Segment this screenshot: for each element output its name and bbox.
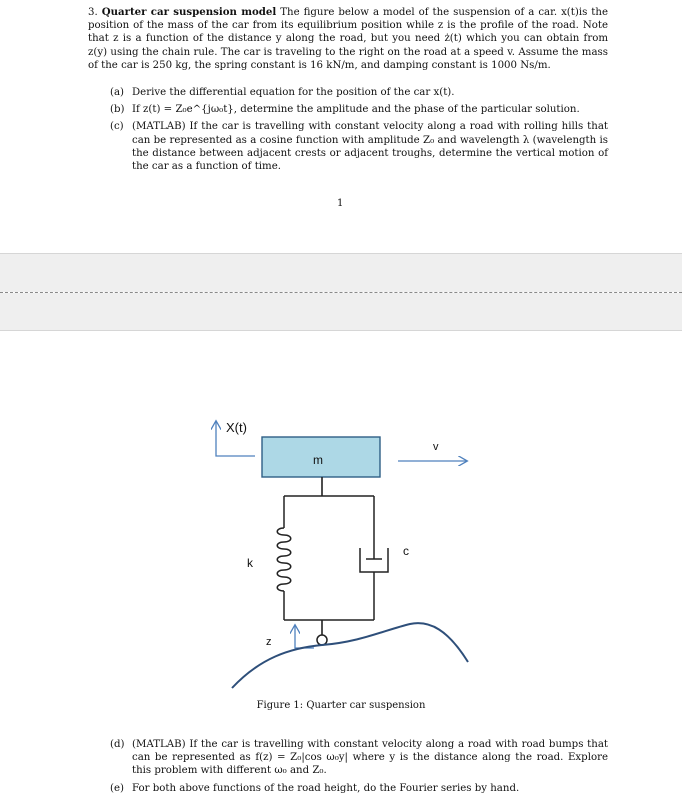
problem-title: Quarter car suspension model: [101, 6, 277, 18]
page-gap-top: [0, 253, 682, 292]
part-text: For both above functions of the road height, do the Fourier series by hand.: [132, 782, 520, 794]
velocity-label: v: [433, 441, 439, 453]
page-1: [0, 0, 682, 253]
problem-statement: [88, 6, 608, 72]
part-label: (c): [110, 121, 124, 133]
part-d: [110, 738, 608, 778]
damper-label: c: [403, 544, 409, 558]
wheel-contact-icon: [317, 635, 327, 645]
quarter-car-diagram: [200, 410, 490, 700]
quarter-car-figure: [200, 410, 490, 700]
spring-icon: [277, 496, 291, 620]
part-a: [110, 86, 608, 99]
part-text: (MATLAB) If the car is travelling with constant velocity along a road with rolling hills that can be represented as a cosine function with amplitude Z₀ and wavelength λ (wavelength is the distance between adjacent crests or adjacent troughs, determine the vertical motion of the car as a function of time.: [132, 121, 608, 173]
part-text: Derive the differential equation for the position of the car x(t).: [132, 87, 455, 98]
part-text: If z(t) = Z₀e^{jω₀t}, determine the amplitude and the phase of the particular solution.: [132, 104, 580, 116]
page-number: 1: [337, 198, 344, 209]
part-label: (e): [110, 782, 124, 794]
page-gap-bottom: [0, 293, 682, 331]
road-profile: [232, 623, 468, 688]
xt-label: X(t): [226, 420, 247, 435]
mass-label: m: [313, 453, 323, 467]
parts-list: [110, 86, 608, 177]
part-label: (a): [110, 87, 125, 98]
part-text: (MATLAB) If the car is travelling with constant velocity along a road with road bumps that can be represented as f(z) = Z₀|cos ω₀y| where y is the distance along the road. Explore this problem with different ω₀ and Z₀.: [132, 739, 608, 777]
part-e: [110, 782, 608, 795]
part-b: [110, 103, 608, 116]
damper-icon: [360, 496, 388, 620]
part-label: (b): [110, 104, 125, 116]
figure-caption: Figure 1: Quarter car suspension: [256, 700, 426, 711]
spring-label: k: [247, 556, 253, 570]
z-arrow-icon: [295, 626, 314, 648]
road-label: z: [266, 636, 272, 648]
part-c: [110, 120, 608, 173]
problem-number: 3.: [88, 7, 98, 18]
problem-body: The figure below a model of the suspension of a car. x(t)is the position of the mass of the car from its equilibrium position while z is the profile of the road. Note that z is a function of the distance y along the road, but you need ż(t) which you can obtain from z(y) using the chain rule. The car is traveling to the right on the road at a speed v. Assume the mass of the car is 250 kg, the spring constant is 16 kN/m, and damping constant is 1000 Ns/m.: [88, 7, 608, 71]
part-label: (d): [110, 739, 125, 750]
parts-list-2: [110, 738, 608, 799]
